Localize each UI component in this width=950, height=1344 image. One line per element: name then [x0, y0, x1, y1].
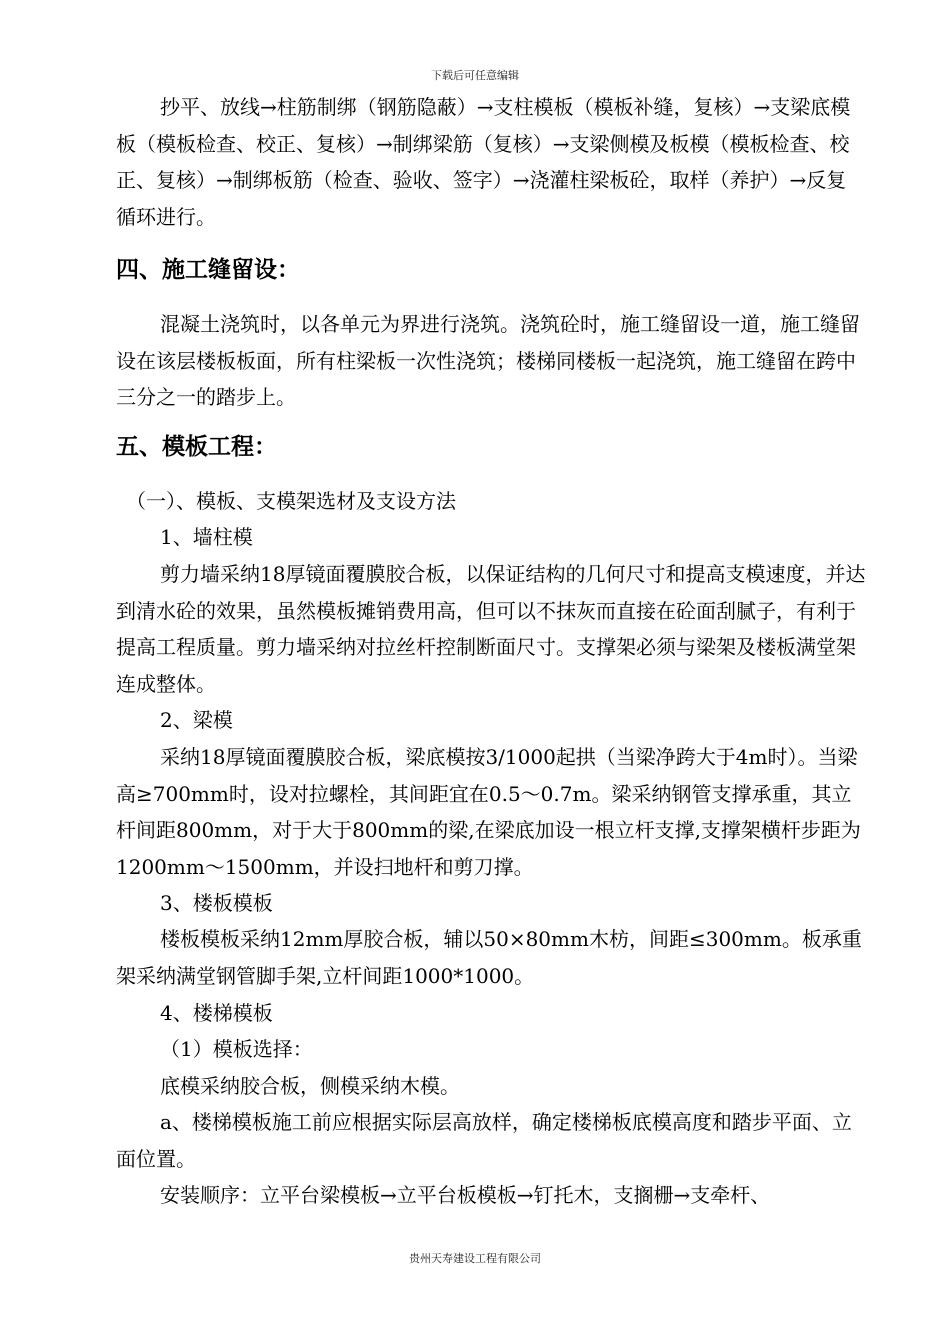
item-slab-formwork: 3、楼板模板 — [160, 891, 273, 915]
item-wall-column-formwork: 1、墙柱模 — [160, 525, 253, 549]
heading-formwork: 五、模板工程： — [116, 434, 277, 460]
item-formwork-selection: （1）模板选择： — [160, 1037, 313, 1061]
paragraph-process: 抄平、放线→柱筋制绑（钢筋隐蔽）→支柱模板（模板补缝，复核）→支梁底模板（模板检查、校正、复核）→制绑梁筋（复核）→支梁侧模及板模（模板检查、校正、复核）→制绑板筋（检查、验收、签字）→浇灌柱梁板砼，取样（养护）→反复循环进行。 — [116, 95, 851, 229]
paragraph-beam: 采纳18厚镜面覆膜胶合板，梁底模按3/1000起拱（当梁净跨大于4m时）。当梁高≥700mm时，设对拉螺栓，其间距宜在0.5～0.7m。梁采纳钢管支撑承重，其立杆间距800mm，对于大于800mm的梁,在梁底加设一根立杆支撑,支撑架横杆步距为1200mm～1500mm，并设扫地杆和剪刀撑。 — [116, 745, 861, 879]
item-stair-formwork: 4、楼梯模板 — [160, 1001, 273, 1025]
item-beam-formwork: 2、梁模 — [160, 708, 233, 732]
paragraph-stair-materials: 底模采纳胶合板，侧模采纳木模。 — [160, 1074, 460, 1098]
heading-construction-joint: 四、施工缝留设： — [116, 257, 300, 283]
page-header: 下载后可任意编辑 — [431, 69, 519, 82]
paragraph-slab: 楼板模板采纳12mm厚胶合板，辅以50×80mm木枋，间距≤300mm。板承重架采纳满堂钢管脚手架,立杆间距1000*1000。 — [116, 927, 862, 988]
subheading-materials: （一）、模板、支模架选材及支设方法 — [126, 489, 456, 513]
paragraph-wall-column: 剪力墙采纳18厚镜面覆膜胶合板，以保证结构的几何尺寸和提高支模速度，并达到清水砼的效果，虽然模板摊销费用高，但可以不抹灰而直接在砼面刮腻子，有利于提高工程质量。剪力墙采纳对拉丝杆控制断面尺寸。支撑架必须与梁架及楼板满堂架连成整体。 — [116, 562, 866, 696]
page-footer: 贵州天寿建设工程有限公司 — [409, 1252, 541, 1265]
paragraph-construction-joint: 混凝土浇筑时，以各单元为界进行浇筑。浇筑砼时，施工缝留设一道，施工缝留设在该层楼板板面，所有柱梁板一次性浇筑；楼梯同楼板一起浇筑，施工缝留在跨中三分之一的踏步上。 — [116, 312, 860, 409]
paragraph-stair-layout: a、楼梯模板施工前应根据实际层高放样，确定楼梯板底模高度和踏步平面、立面位置。 — [116, 1110, 852, 1171]
paragraph-installation-sequence: 安装顺序：立平台梁模板→立平台板模板→钉托木，支搁栅→支牵杆、 — [160, 1183, 771, 1207]
